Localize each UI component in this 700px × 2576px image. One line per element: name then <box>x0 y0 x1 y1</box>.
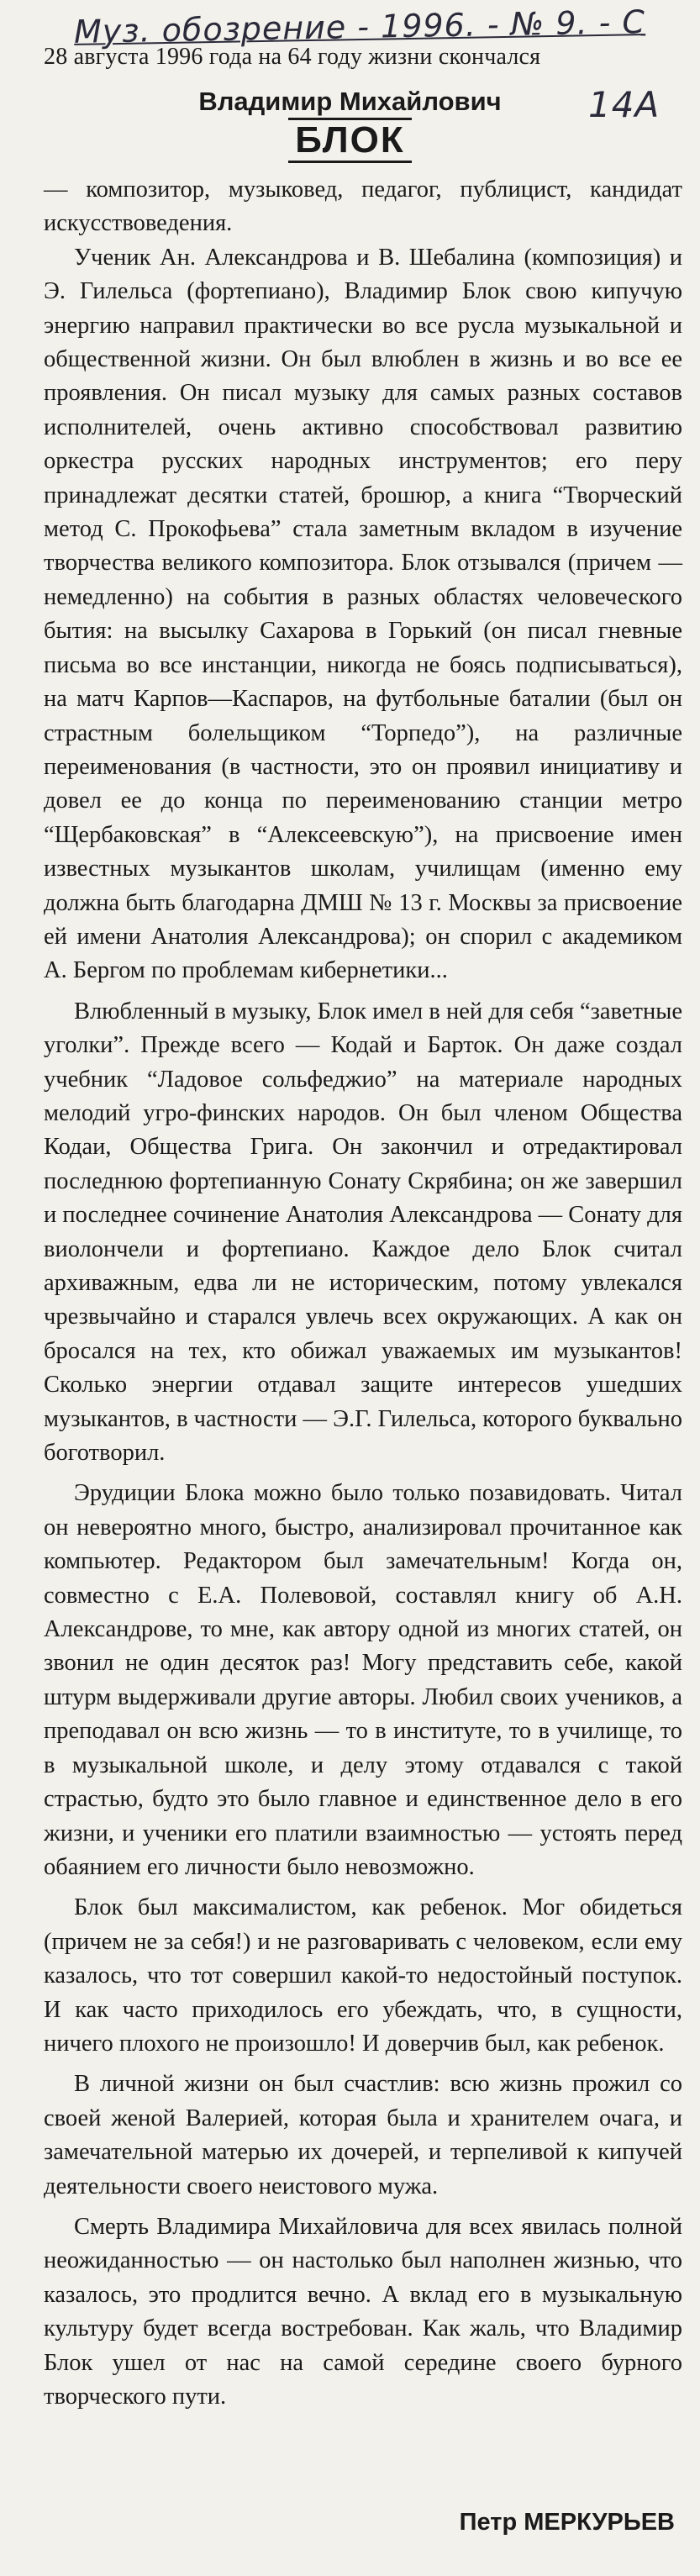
article-paragraph: — композитор, музыковед, педагог, публицист, кандидат искусствоведения. <box>44 176 682 237</box>
obituary-dateline: 28 августа 1996 года на 64 году жизни скончался <box>44 44 541 70</box>
surname-heading-wrap <box>0 118 700 163</box>
deceased-first-name: Владимир Михайлович <box>198 87 502 116</box>
article-paragraph: Блок был максималистом, как ребенок. Мог обидеться (причем не за себя!) и не разговаривать с человеком, если ему казалось, что тот совершил какой-то недостойный поступок. И как часто приходилось его убеждать, что, в сущности, ничего плохого не произошло! И доверчив был, как ребенок. <box>44 1894 682 2057</box>
handwritten-source-note: Муз. обозрение - 1996. - № 9. - С <box>73 3 646 50</box>
article-paragraph: Смерть Владимира Михайловича для всех явилась полной неожиданностью — он настолько был наполнен жизнью, что казалось, это продлится вечно. А вклад его в музыкальную культуру будет всегда востребован. Как жаль, что Владимир Блок ушел от нас на самой середине своего бурного творческого пути. <box>44 2213 682 2410</box>
author-signature: Петр МЕРКУРЬЕВ <box>459 2509 675 2536</box>
article-paragraph: В личной жизни он был счастлив: всю жизнь прожил со своей женой Валерией, которая была и хранителем очага, и замечательной матерью их дочерей, и терпеливой к кипучей деятельности своего неистового мужа. <box>44 2071 682 2199</box>
article-paragraph: Эрудиции Блока можно было только позавидовать. Читал он невероятно много, быстро, анализировал прочитанное как компьютер. Редактором был замечательным! Когда он, совместно с Е.А. Полевовой, составлял книгу об А.Н. Александрове, то мне, как автору одной из многих статей, он звонил не один десяток раз! Могу представить себе, какой штурм выдерживали другие авторы. Любил своих учеников, а преподавал он всю жизнь — то в институте, то в училище, то в музыкальной школе, и делу этому отдавался с такой страстью, будто это было главное и единственное дело в его жизни, и ученики его платили взаимностью — устоять перед обаянием его личности было невозможно. <box>44 1480 682 1880</box>
article-body <box>44 173 682 2414</box>
deceased-surname: БЛОК <box>288 118 411 163</box>
article-paragraph: Ученик Ан. Александрова и В. Шебалина (композиция) и Э. Гилельса (фортепиано), Владимир Блок свою кипучую энергию направил практически во все русла музыкальной и общественной жизни. Он был влюблен в жизнь и во все ее проявления. Он писал музыку для самых разных составов исполнителей, очень активно способствовал развитию оркестра русских народных инструментов; его перу принадлежат десятки статей, брошюр, а книга “Творческий метод С. Прокофьева” стала заметным вкладом в изучение творчества великого композитора. Блок отзывался (причем — немедленно) на события в разных областях человеческого бытия: на высылку Сахарова в Горький (он писал гневные письма во все инстанции, никогда не боясь подписываться), на матч Карпов—Каспаров, на футбольные баталии (был он страстным болельщиком “Торпедо”), на различные переименования (в частности, это он проявил инициативу и довел ее до конца по переименованию станции метро “Щербаковская” в “Алексеевскую”), на присвоение имен известных музыкантов школам, училищам (именно ему должна быть благодарна ДМШ № 13 г. Москвы за присвоение ей имени Анатолия Александрова); он спорил с академиком А. Бергом по проблемам кибернетики... <box>44 244 682 984</box>
article-paragraph: Влюбленный в музыку, Блок имел в ней для себя “заветные уголки”. Прежде всего — Кодай и Барток. Он даже создал учебник “Ладовое сольфеджио” на материале народных мелодий угро-финских народов. Он был членом Общества Кодаи, Общества Грига. Он закончил и отредактировал последнюю фортепианную Сонату Скрябина; он же завершил и последнее сочинение Анатолия Александрова — Сонату для виолончели и фортепиано. Каждое дело Блок считал архиважным, едва ли не историческим, потому увлекался чрезвычайно и старался увлечь всех окружающих. А как он бросался на тех, кто обижал уважаемых им музыкантов! Сколько энергии отдавал защите интересов ушедших музыкантов, в частности — Э.Г. Гилельса, которого буквально боготворил. <box>44 998 682 1467</box>
handwritten-page-note: 14А <box>588 84 661 125</box>
